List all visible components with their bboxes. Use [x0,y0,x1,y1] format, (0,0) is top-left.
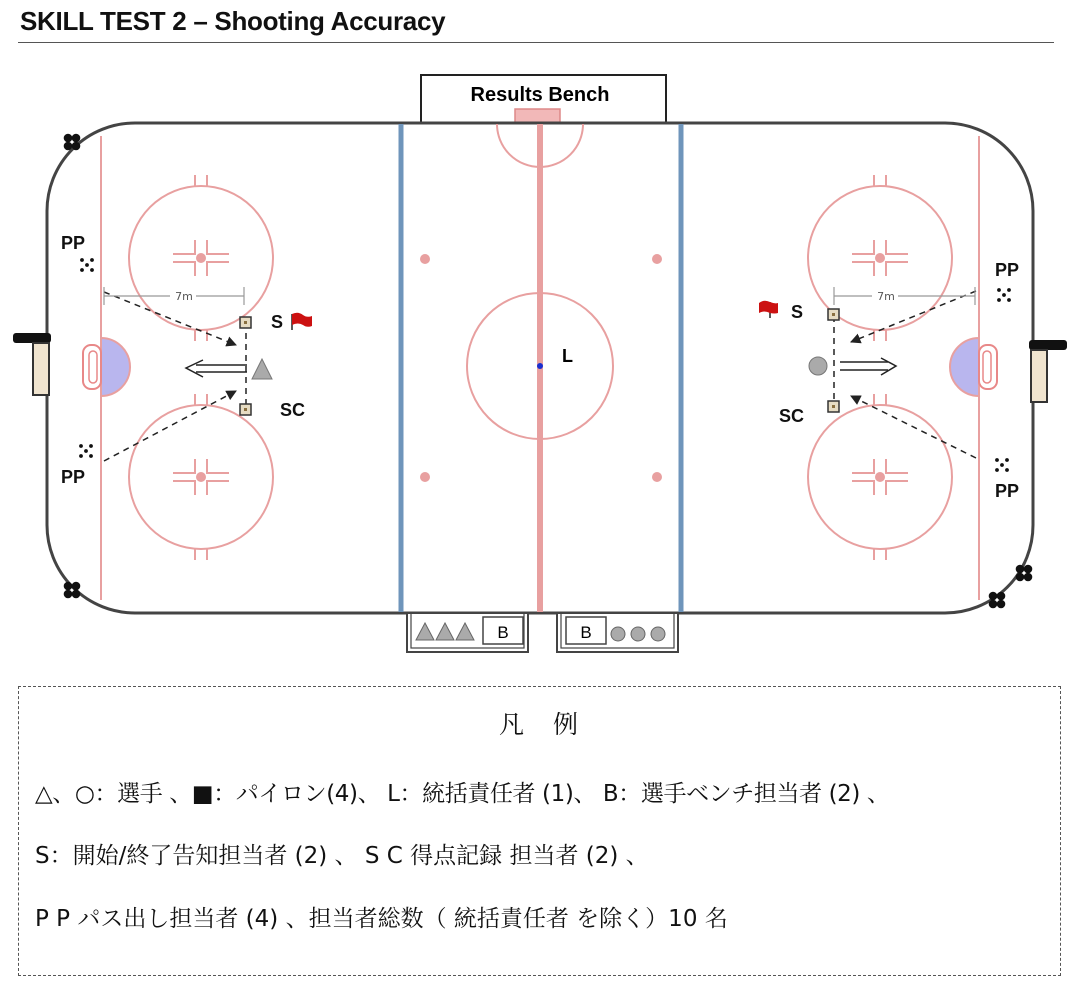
distance-label-right: 7m [877,290,895,303]
player-circle-icon [651,627,665,641]
label-pp-left-top: PP [61,233,86,253]
player-circle-icon [611,627,625,641]
door-left-cap [13,333,51,343]
player-circle-icon [631,627,645,641]
neutral-dot [652,254,662,264]
bench-official-label-left: B [497,623,509,642]
label-pp-right-bottom: PP [995,481,1020,501]
player-circle-icon [809,357,827,375]
legend-line-1: △、○：選手 、■：パイロン(4)、 L：統括責任者 (1)、 B：選手ベンチ担当者 (2) 、 [35,781,890,807]
door-left [33,343,49,395]
label-pp-left-bottom: PP [61,467,86,487]
label-sc-right: SC [779,406,805,426]
penalty-box-marker [515,109,560,123]
label-s-right: S [791,302,804,322]
center-spot [537,363,543,369]
door-right [1031,350,1047,402]
page-title: SKILL TEST 2 – Shooting Accuracy [20,6,446,36]
legend-line-3: P P パス出し担当者 (4) 、担当者総数（ 統括責任者 を除く）10 名 [35,906,728,932]
legend-line-2: S：開始/終了告知担当者 (2) 、 S C 得点記録 担当者 (2) 、 [35,843,649,869]
door-right-cap [1029,340,1067,350]
neutral-dot [420,472,430,482]
distance-label-left: 7m [175,290,193,303]
legend-title: 凡 例 [498,710,580,739]
label-s-left: S [271,312,284,332]
center-official-label: L [562,346,573,366]
neutral-dot [420,254,430,264]
legend-box [18,686,1061,976]
bench-official-label-right: B [580,623,592,642]
results-bench-label: Results Bench [470,84,610,106]
label-sc-left: SC [280,400,306,420]
label-pp-right-top: PP [995,260,1020,280]
neutral-dot [652,472,662,482]
